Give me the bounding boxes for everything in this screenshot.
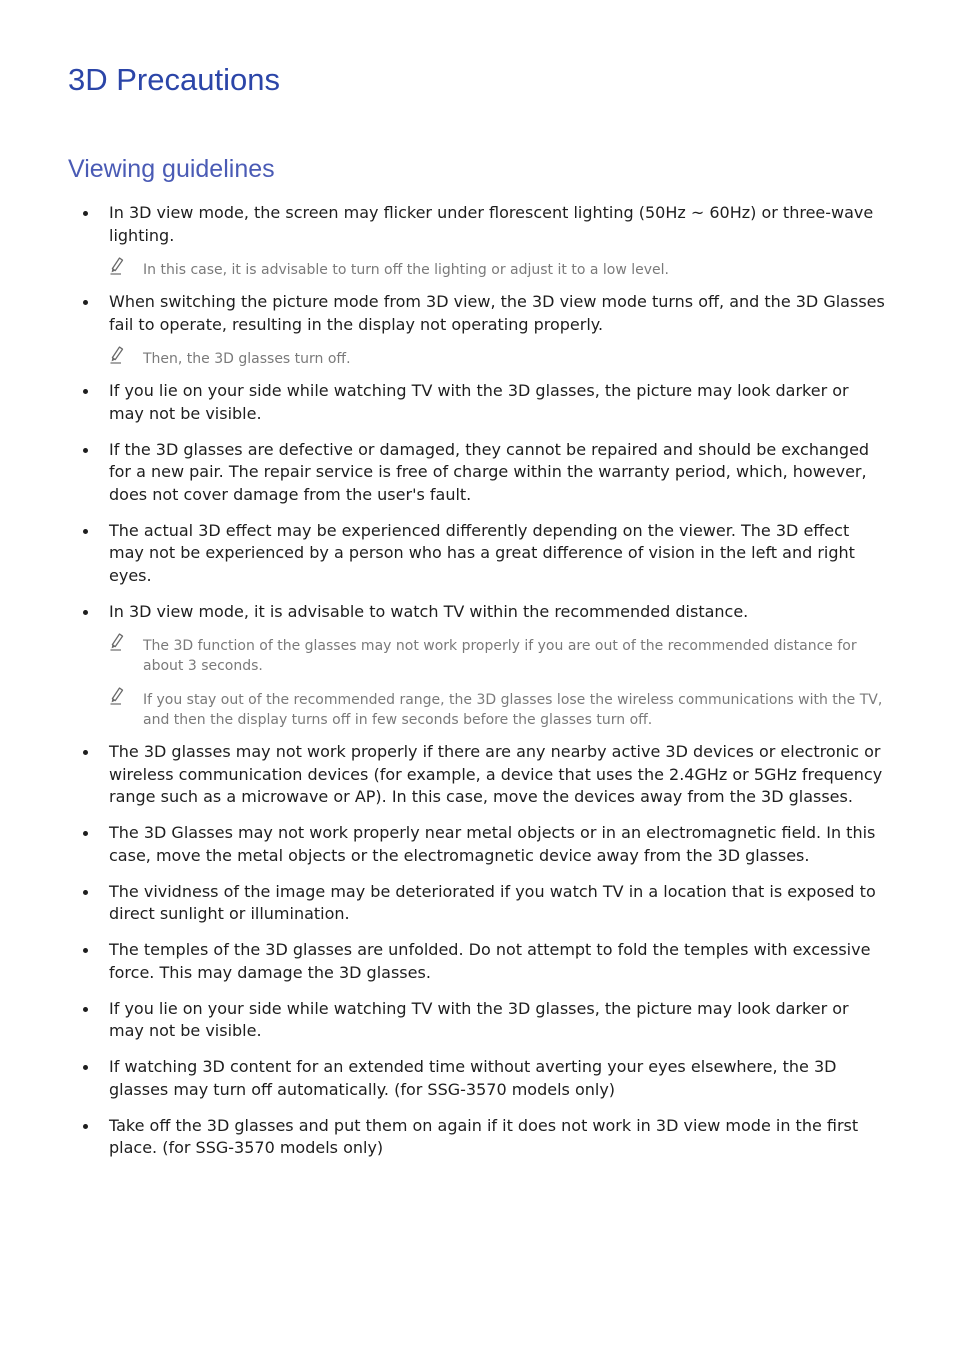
notes-list xyxy=(109,636,888,730)
section-title: Viewing guidelines xyxy=(68,155,275,183)
bullet-icon xyxy=(83,1124,88,1129)
note-item xyxy=(109,690,888,730)
pencil-note-icon xyxy=(109,686,125,706)
guideline-text: If you lie on your side while watching TV with the 3D glasses, the picture may look darker or may not be visible. xyxy=(109,381,849,423)
guideline-item xyxy=(0,822,954,867)
guideline-item xyxy=(0,881,954,926)
note-text: If you stay out of the recommended range, the 3D glasses lose the wireless communications with the TV, and then the display turns off in few seconds before the glasses turn off. xyxy=(143,692,883,728)
pencil-note-icon xyxy=(109,256,125,276)
guideline-text: The vividness of the image may be deteriorated if you watch TV in a location that is exposed to direct sunlight or illumination. xyxy=(109,881,876,923)
note-item xyxy=(109,260,888,280)
bullet-icon xyxy=(83,750,88,755)
guideline-text: In 3D view mode, it is advisable to watch TV within the recommended distance. xyxy=(109,601,749,621)
guideline-item xyxy=(0,202,954,280)
bullet-icon xyxy=(83,831,88,836)
guideline-text: If you lie on your side while watching TV with the 3D glasses, the picture may look darker or may not be visible. xyxy=(109,998,849,1040)
guideline-text: If the 3D glasses are defective or damaged, they cannot be repaired and should be exchanged for a new pair. The repair service is free of charge within the warranty period, which, however, does not cover damage from the user's fault. xyxy=(109,439,870,504)
bullet-icon xyxy=(83,610,88,615)
guideline-item xyxy=(0,380,954,425)
bullet-icon xyxy=(83,389,88,394)
guideline-item xyxy=(0,439,954,507)
bullet-icon xyxy=(83,211,88,216)
note-text: In this case, it is advisable to turn off the lighting or adjust it to a low level. xyxy=(143,262,669,278)
guideline-item xyxy=(0,939,954,984)
guideline-text: The 3D Glasses may not work properly near metal objects or in an electromagnetic field. In this case, move the metal objects or the electromagnetic device away from the 3D glasses. xyxy=(109,823,876,865)
guideline-text: Take off the 3D glasses and put them on again if it does not work in 3D view mode in the first place. (for SSG-3570 models only) xyxy=(109,1115,859,1157)
note-item xyxy=(109,349,888,369)
pencil-note-icon xyxy=(109,345,125,365)
page-title: 3D Precautions xyxy=(68,62,280,97)
guideline-text: In 3D view mode, the screen may flicker under florescent lighting (50Hz ~ 60Hz) or three-wave lighting. xyxy=(109,203,874,245)
bullet-icon xyxy=(83,1065,88,1070)
guideline-text: The actual 3D effect may be experienced differently depending on the viewer. The 3D effect may not be experienced by a person who has a great difference of vision in the left and right eyes. xyxy=(109,520,855,585)
bullet-icon xyxy=(83,448,88,453)
guideline-item xyxy=(0,741,954,809)
bullet-icon xyxy=(83,948,88,953)
guideline-text: If watching 3D content for an extended time without averting your eyes elsewhere, the 3D glasses may turn off automatically. (for SSG-3570 models only) xyxy=(109,1057,837,1099)
guideline-text: When switching the picture mode from 3D view, the 3D view mode turns off, and the 3D Glasses fail to operate, resulting in the display not operating properly. xyxy=(109,292,885,334)
bullet-icon xyxy=(83,300,88,305)
note-text: The 3D function of the glasses may not work properly if you are out of the recommended distance for about 3 seconds. xyxy=(143,638,857,674)
notes-list xyxy=(109,349,888,369)
guideline-item xyxy=(0,520,954,588)
note-text: Then, the 3D glasses turn off. xyxy=(143,351,351,367)
bullet-icon xyxy=(83,890,88,895)
guideline-item xyxy=(0,601,954,731)
guidelines-list xyxy=(0,202,954,1173)
guideline-item xyxy=(0,1115,954,1160)
pencil-note-icon xyxy=(109,632,125,652)
note-item xyxy=(109,636,888,676)
guideline-text: The temples of the 3D glasses are unfolded. Do not attempt to fold the temples with excessive force. This may damage the 3D glasses. xyxy=(109,940,871,982)
guideline-item xyxy=(0,1056,954,1101)
notes-list xyxy=(109,260,888,280)
guideline-item xyxy=(0,291,954,369)
guideline-item xyxy=(0,998,954,1043)
bullet-icon xyxy=(83,1007,88,1012)
guideline-text: The 3D glasses may not work properly if there are any nearby active 3D devices or electronic or wireless communication devices (for example, a device that uses the 2.4GHz or 5GHz frequency range such as a microwave or AP). In this case, move the devices away from the 3D glasses. xyxy=(109,742,883,806)
bullet-icon xyxy=(83,529,88,534)
